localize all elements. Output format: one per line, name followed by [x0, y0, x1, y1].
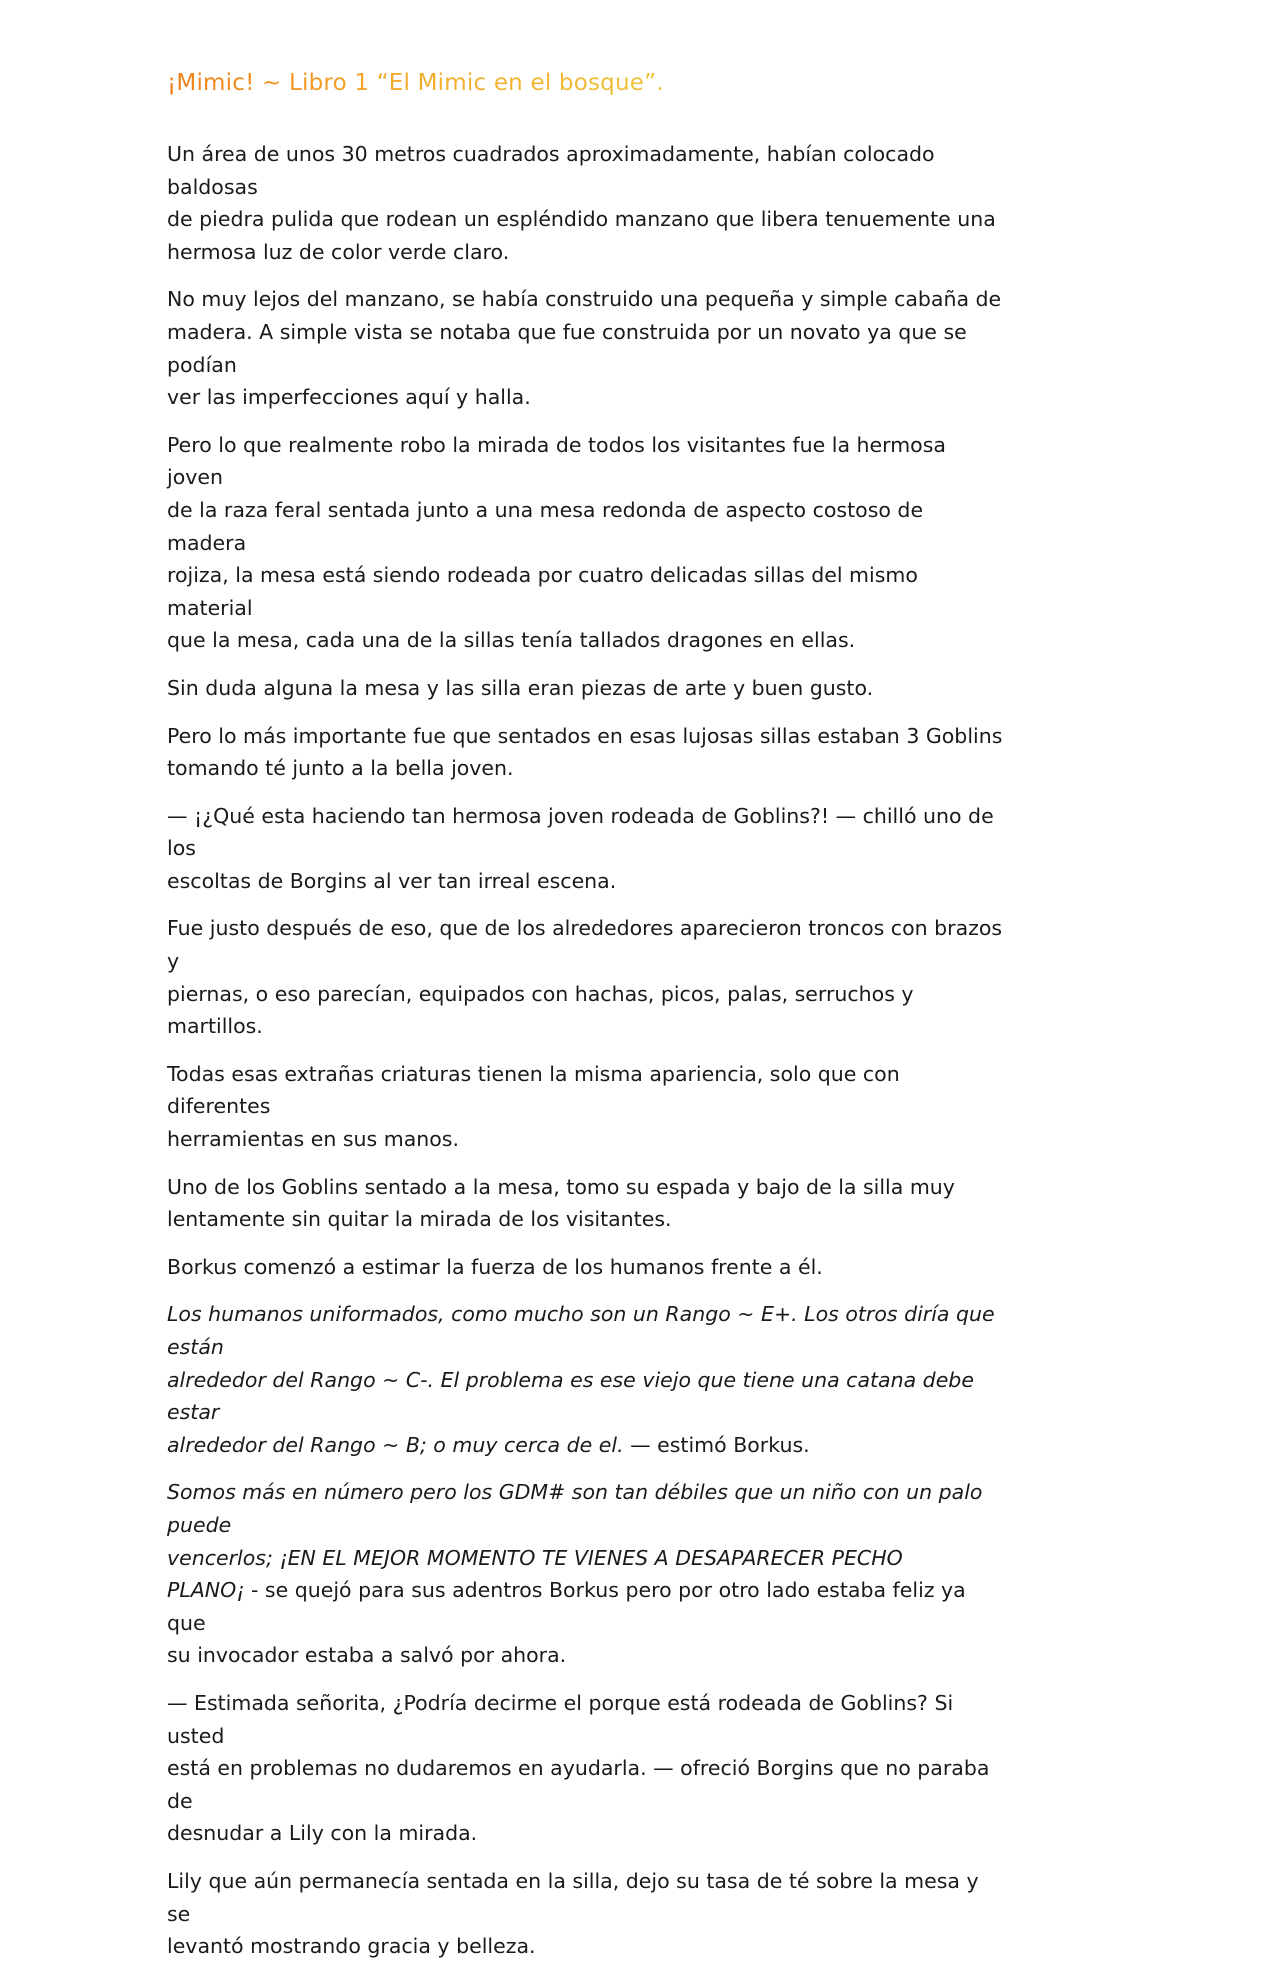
line: hermosa luz de color verde claro.	[167, 239, 510, 264]
italic-line: Somos más en número pero los GDM# son tan débiles que un niño con un palo puede	[167, 1480, 983, 1537]
line: que la mesa, cada una de la sillas tenía tallados dragones en ellas.	[167, 628, 856, 653]
paragraph-4	[167, 672, 1007, 705]
line: Pero lo que realmente robo la mirada de todos los visitantes fue la hermosa joven	[167, 432, 946, 490]
paragraph-6	[167, 800, 1007, 898]
paragraph-10	[167, 1251, 1007, 1284]
italic-line: alrededor del Rango ~ B; o muy cerca de el.	[167, 1432, 624, 1457]
paragraph-9	[167, 1171, 1007, 1236]
line: levantó mostrando gracia y belleza.	[167, 1934, 536, 1959]
italic-line: Los humanos uniformados, como mucho son un Rango ~ E+. Los otros diría que están	[167, 1302, 995, 1359]
paragraph-14	[167, 1865, 1007, 1963]
line: Borkus comenzó a estimar la fuerza de los humanos frente a él.	[167, 1254, 823, 1279]
paragraph-3	[167, 429, 1007, 657]
line: herramientas en sus manos.	[167, 1127, 459, 1152]
running-header: ¡Mimic! ~ Libro 1 “El Mimic en el bosque”.	[167, 70, 664, 96]
paragraph-1	[167, 138, 1007, 268]
line: Lily que aún permanecía sentada en la silla, dejo su tasa de té sobre la mesa y se	[167, 1868, 979, 1926]
line: desnudar a Lily con la mirada.	[167, 1821, 478, 1846]
line: No muy lejos del manzano, se había construido una pequeña y simple cabaña de	[167, 287, 1002, 312]
line: rojiza, la mesa está siendo rodeada por cuatro delicadas sillas del mismo material	[167, 563, 918, 620]
paragraph-8	[167, 1058, 1007, 1156]
line: lentamente sin quitar la mirada de los visitantes.	[167, 1207, 672, 1232]
line: Todas esas extrañas criaturas tienen la misma apariencia, solo que con diferentes	[167, 1061, 900, 1119]
line: Un área de unos 30 metros cuadrados aproximadamente, habían colocado baldosas	[167, 142, 935, 199]
line: está en problemas no dudaremos en ayudarla. — ofreció Borgins que no paraba de	[167, 1756, 990, 1813]
line: Sin duda alguna la mesa y las silla eran piezas de arte y buen gusto.	[167, 675, 874, 700]
line: Fue justo después de eso, que de los alrededores aparecieron troncos con brazos y	[167, 916, 1003, 974]
line: — Estimada señorita, ¿Podría decirme el porque está rodeada de Goblins? Si usted	[167, 1690, 954, 1748]
paragraph-12-thought	[167, 1476, 1007, 1672]
line: de piedra pulida que rodean un espléndido manzano que libera tenuemente una	[167, 207, 996, 232]
paragraph-2	[167, 283, 1007, 413]
line: su invocador estaba a salvó por ahora.	[167, 1643, 567, 1668]
italic-line: alrededor del Rango ~ C-. El problema es ese viejo que tiene una catana debe estar	[167, 1367, 974, 1425]
paragraph-13	[167, 1687, 1007, 1850]
line-tail: — estimó Borkus.	[623, 1432, 810, 1457]
line: madera. A simple vista se notaba que fue construida por un novato ya que se podían	[167, 319, 967, 377]
line-tail: - se quejó para sus adentros Borkus pero por otro lado estaba feliz ya que	[167, 1578, 966, 1635]
paragraph-7	[167, 912, 1007, 1042]
line: piernas, o eso parecían, equipados con hachas, picos, palas, serruchos y martillos.	[167, 981, 914, 1039]
line: — ¡¿Qué esta haciendo tan hermosa joven rodeada de Goblins?! — chilló uno de los	[167, 803, 994, 861]
line: de la raza feral sentada junto a una mesa redonda de aspecto costoso de madera	[167, 497, 924, 555]
paragraph-5	[167, 720, 1007, 785]
italic-line: PLANO¡	[167, 1578, 245, 1603]
line: tomando té junto a la bella joven.	[167, 756, 514, 781]
line: escoltas de Borgins al ver tan irreal escena.	[167, 868, 617, 893]
italic-line: vencerlos; ¡EN EL MEJOR MOMENTO TE VIENES A DESAPARECER PECHO	[167, 1545, 903, 1570]
line: Uno de los Goblins sentado a la mesa, tomo su espada y bajo de la silla muy	[167, 1174, 955, 1199]
line: Pero lo más importante fue que sentados en esas lujosas sillas estaban 3 Goblins	[167, 723, 1003, 748]
body-text	[167, 138, 1007, 1978]
line: ver las imperfecciones aquí y halla.	[167, 385, 531, 410]
paragraph-11-thought	[167, 1298, 1007, 1461]
